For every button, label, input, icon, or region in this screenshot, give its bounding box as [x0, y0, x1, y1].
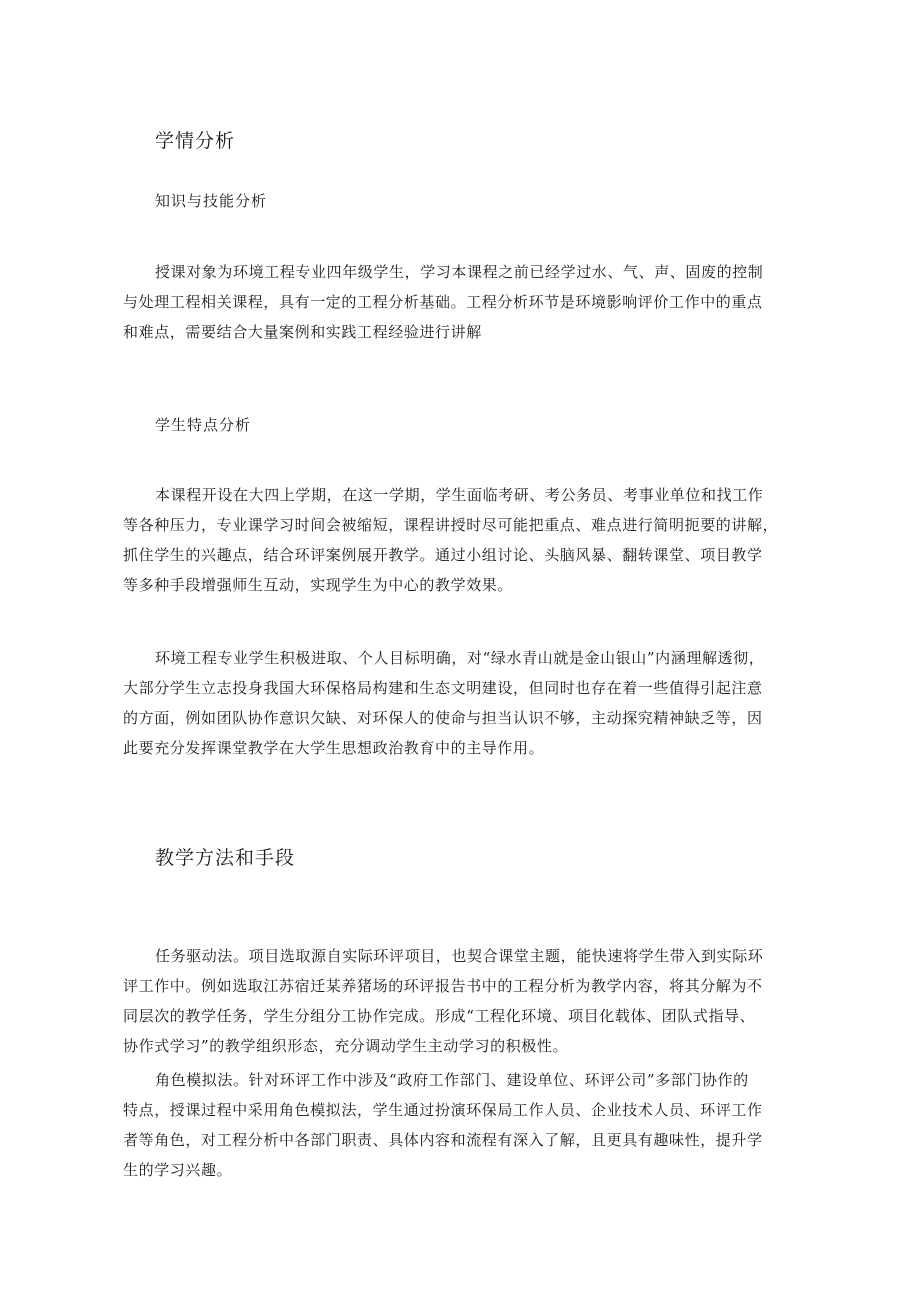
text-line: 授课对象为环境工程专业四年级学生，学习本课程之前已经学过水、气、声、固废的控制 — [155, 263, 764, 281]
text-line: 评工作中。例如选取江苏宿迁某养猪场的环评报告书中的工程分析为教学内容，将其分解为不 — [123, 977, 763, 995]
text-line: 此要充分发挥课堂教学在大学生思想政治教育中的主导作用。 — [123, 739, 545, 757]
paragraph-student-traits-1 — [123, 480, 823, 600]
text-line: 等各种压力，专业课学习时间会被缩短，课程讲授时尽可能把重点、难点进行简明扼要的讲解， — [123, 516, 779, 534]
text-line: 生的学习兴趣。 — [123, 1161, 233, 1179]
paragraph-role-simulation — [123, 1065, 823, 1185]
text-line: 的方面，例如团队协作意识欠缺、对环保人的使命与担当认识不够，主动探究精神缺乏等，因 — [123, 709, 763, 727]
heading-teaching-methods: 教学方法和手段 — [155, 847, 296, 869]
text-line: 与处理工程相关课程，具有一定的工程分析基础。工程分析环节是环境影响评价工作中的重点 — [123, 293, 763, 311]
paragraph-task-driven — [123, 941, 823, 1061]
paragraph-student-traits-2 — [123, 643, 823, 763]
text-line: 角色模拟法。针对环评工作中涉及“政府工作部门、建设单位、环评公司”多部门协作的 — [155, 1071, 749, 1089]
paragraph-knowledge-skill — [123, 257, 823, 347]
text-line: 协作式学习”的教学组织形态，充分调动学生主动学习的积极性。 — [123, 1037, 569, 1055]
text-line: 同层次的教学任务，学生分组分工协作完成。形成“工程化环境、项目化载体、团队式指导、 — [123, 1007, 756, 1025]
text-line: 环境工程专业学生积极进取、个人目标明确，对“绿水青山就是金山银山”内涵理解透彻， — [155, 649, 765, 667]
text-line: 和难点，需要结合大量案例和实践工程经验进行讲解 — [123, 323, 482, 341]
heading-learning-analysis: 学情分析 — [155, 130, 236, 152]
text-line: 抓住学生的兴趣点，结合环评案例展开教学。通过小组讨论、头脑风暴、翻转课堂、项目教学 — [123, 546, 763, 564]
text-line: 者等角色，对工程分析中各部门职责、具体内容和流程有深入了解，且更具有趣味性，提升学 — [123, 1131, 763, 1149]
subheading-knowledge-skill: 知识与技能分析 — [155, 192, 268, 210]
text-line: 本课程开设在大四上学期，在这一学期，学生面临考研、考公务员、考事业单位和找工作 — [155, 486, 764, 504]
text-line: 等多种手段增强师生互动，实现学生为中心的教学效果。 — [123, 576, 514, 594]
text-line: 特点，授课过程中采用角色模拟法，学生通过扮演环保局工作人员、企业技术人员、环评工作 — [123, 1101, 763, 1119]
text-line: 大部分学生立志投身我国大环保格局构建和生态文明建设，但同时也存在着一些值得引起注意 — [123, 679, 763, 697]
subheading-student-traits: 学生特点分析 — [155, 416, 252, 434]
text-line: 任务驱动法。项目选取源自实际环评项目，也契合课堂主题，能快速将学生带入到实际环 — [155, 947, 764, 965]
